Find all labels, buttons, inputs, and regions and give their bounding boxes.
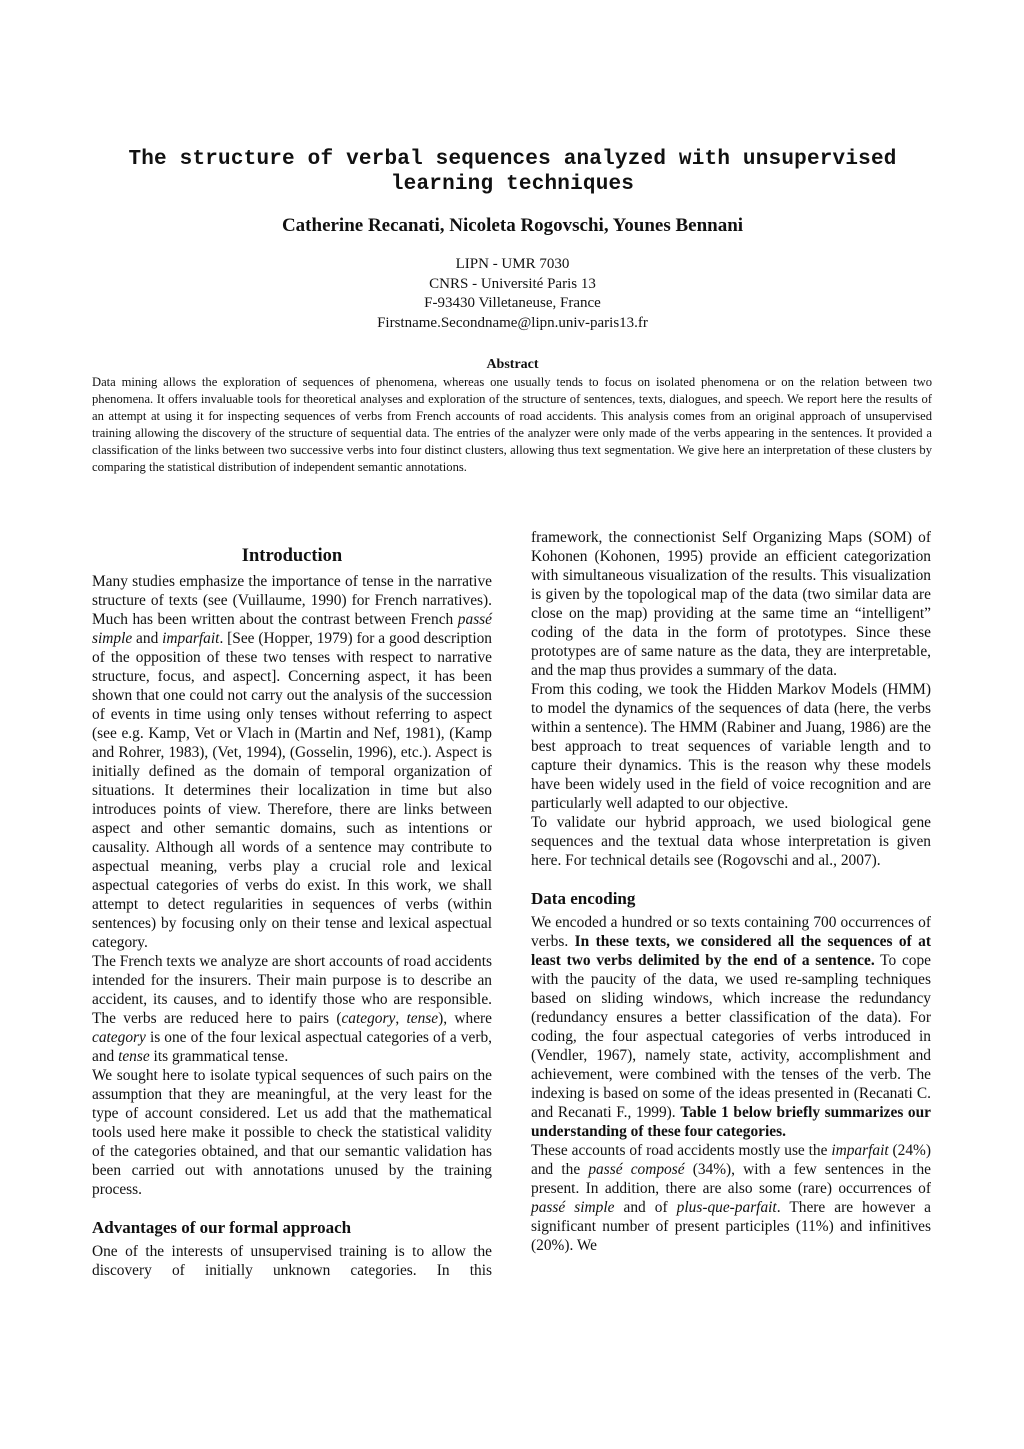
text-span: . [See (Hopper, 1979) for a good description of the opposition of these two tenses with respect to narrative structure, focus, and aspect]. Concerning aspect, it has been shown that one could not carry out the analysis of the succession of events in time using only tenses without referring to aspect (see e.g. Kamp, Vet or Vlach in (Martin and Nef, 1981), (Kamp and Rohrer, 1983), (Vet, 1994), (Gosselin, 1996), etc.). Aspect is initially defined as the domain of temporal organization of situations. It determines their localization in time but also introduces points of view. Therefore, there are links between aspect and other semantic domains, such as intentions or causality. Although all words of a sentence may contribute to aspectual meaning, verbs play a crucial role and lexical aspectual categories of verbs do exist. In this work, we shall attempt to detect regularities in sequences of verbs (within sentences) by focusing only on their tense and lexical aspectual category. xyxy=(92,630,493,951)
italic-term: passé composé xyxy=(588,1161,685,1178)
data-encoding-paragraph-2 xyxy=(531,1141,931,1255)
text-span: To cope with the paucity of the data, we used re-sampling techniques based on sliding windows, which increase the redundancy (redundancy ensures a better classification of the data). For coding, the four aspectual categories of verbs introduced in (Vendler, 1967), namely state, activity, accomplishment and achievement, were combined with the tenses of the verb. The indexing is based on some of the ideas presented in (Recanati C. and Recanati F., 1999). xyxy=(531,952,931,1121)
text-span: and xyxy=(132,630,163,647)
introduction-paragraph-1 xyxy=(92,572,492,952)
text-span: Many studies emphasize the importance of tense in the narrative structure of texts (see (Vuillaume, 1990) for French narratives). Much has been written about the contrast between French xyxy=(92,573,492,628)
introduction-paragraph-3: We sought here to isolate typical sequences of such pairs on the assumption that they are meaningful, at the very least for the type of account considered. Let us add that the mathematical tools used here make it possible to check the statistical validity of the categories obtained, and that our semantic validation has been carried out with annotations unused by the training process. xyxy=(92,1067,492,1198)
authors: Catherine Recanati, Nicoleta Rogovschi, Younes Bennani xyxy=(281,215,744,236)
italic-term: plus-que-parfait xyxy=(676,1199,777,1216)
text-span: These accounts of road accidents mostly use the xyxy=(531,1142,832,1159)
text-span: . There are however a significant number of present participles (11%) and infinitives (20%). We xyxy=(531,1199,932,1254)
italic-term: imparfait xyxy=(162,630,220,647)
text-span: (34%), with a few sentences in the present. In addition, there are also some (rare) occurrences of xyxy=(531,1161,931,1197)
affiliation-institution: CNRS - Université Paris 13 xyxy=(429,275,596,292)
bold-sentence: Table 1 below briefly summarizes our understanding of these four categories. xyxy=(531,1104,931,1140)
introduction-paragraph-2 xyxy=(92,952,492,1066)
data-encoding-paragraph-1 xyxy=(531,913,931,1141)
abstract-text: Data mining allows the exploration of sequences of phenomena, whereas one usually tends to focus on isolated phenomena or on the relation between two phenomena. It offers invaluable tools for theoretical analyses and exploration of the structure of sentences, texts, dialogues, and speech. We report here the results of an attempt at using it for inspecting sequences of verbs from French accounts of road accidents. This analysis comes from an original approach of unsupervised training allowing the discovery of the structure of sequential data. The entries of the analyzer were only made of the verbs appearing in the sentences. It provided a classification of the links between two successive verbs into four distinct clusters, allowing thus text segmentation. We give here an interpretation of these clusters by comparing the statistical distribution of independent semantic annotations. xyxy=(92,375,932,474)
affiliation-lab: LIPN - UMR 7030 xyxy=(455,256,570,272)
advantages-paragraph-1-continued: framework, the connectionist Self Organizing Maps (SOM) of Kohonen (Kohonen, 1995) provide an efficient categorization with simultaneous visualization of the results. This visualization is given by the topological map of the data (two similar data are close on the map) providing at the same time an “intelligent” coding of the data in the form of prototypes. Since these prototypes are of same nature as the data, they are interpretable, and the map thus provides a summary of the data. xyxy=(531,529,931,679)
italic-term: imparfait xyxy=(831,1142,889,1159)
introduction-heading: Introduction xyxy=(241,546,343,566)
text-span: We encoded a hundred or so texts containing 700 occurrences of verbs. xyxy=(531,914,931,950)
paper-title xyxy=(90,147,935,197)
text-span: and of xyxy=(614,1199,677,1216)
advantages-heading: Advantages of our formal approach xyxy=(92,1218,352,1237)
text-span: , xyxy=(395,1010,407,1027)
italic-term: passé simple xyxy=(531,1199,615,1216)
advantages-paragraph-3: To validate our hybrid approach, we used biological gene sequences and the textual data whose interpretation is given here. For technical details see (Rogovschi and al., 2007). xyxy=(531,814,931,869)
italic-term: tense xyxy=(118,1048,150,1065)
text-span: is one of the four lexical aspectual categories of a verb, and xyxy=(92,1029,492,1065)
title-line-2: learning techniques xyxy=(390,173,635,196)
affiliation-address: F-93430 Villetaneuse, France xyxy=(424,295,601,311)
right-column xyxy=(531,528,931,1255)
text-span: ), where xyxy=(438,1010,493,1027)
affiliation-email: Firstname.Secondname@lipn.univ-paris13.fr xyxy=(377,314,648,331)
title-line-1: The structure of verbal sequences analyzed with unsupervised xyxy=(128,148,897,171)
text-span: its grammatical tense. xyxy=(149,1048,289,1065)
italic-term: passé simple xyxy=(92,611,492,647)
bold-sentence: In these texts, we considered all the sequences of at least two verbs delimited by the end of a sentence. xyxy=(531,933,931,969)
italic-term: category xyxy=(341,1010,396,1027)
abstract-heading: Abstract xyxy=(486,357,539,372)
affiliation xyxy=(90,255,935,333)
advantages-paragraph-1-start: One of the interests of unsupervised training is to allow the discovery of initially unknown categories. In this xyxy=(92,1243,492,1279)
italic-term: category xyxy=(92,1029,146,1046)
text-span: (24%) and the xyxy=(531,1142,931,1178)
advantages-paragraph-2: From this coding, we took the Hidden Markov Models (HMM) to model the dynamics of the sequences of data (here, the verbs within a sentence). The HMM (Rabiner and Juang, 1986) are the best approach to treat sequences of variable length and to capture their dynamics. This is the reason why these models have been widely used in the field of voice recognition and are particularly well adapted to our objective. xyxy=(531,681,931,812)
left-column xyxy=(92,545,492,1280)
data-encoding-heading: Data encoding xyxy=(531,889,636,908)
text-span: The French texts we analyze are short accounts of road accidents intended for the insurers. Their main purpose is to describe an accident, its causes, and to identify those who are responsible. The verbs are reduced here to pairs ( xyxy=(92,953,492,1027)
italic-term: tense xyxy=(406,1010,439,1027)
